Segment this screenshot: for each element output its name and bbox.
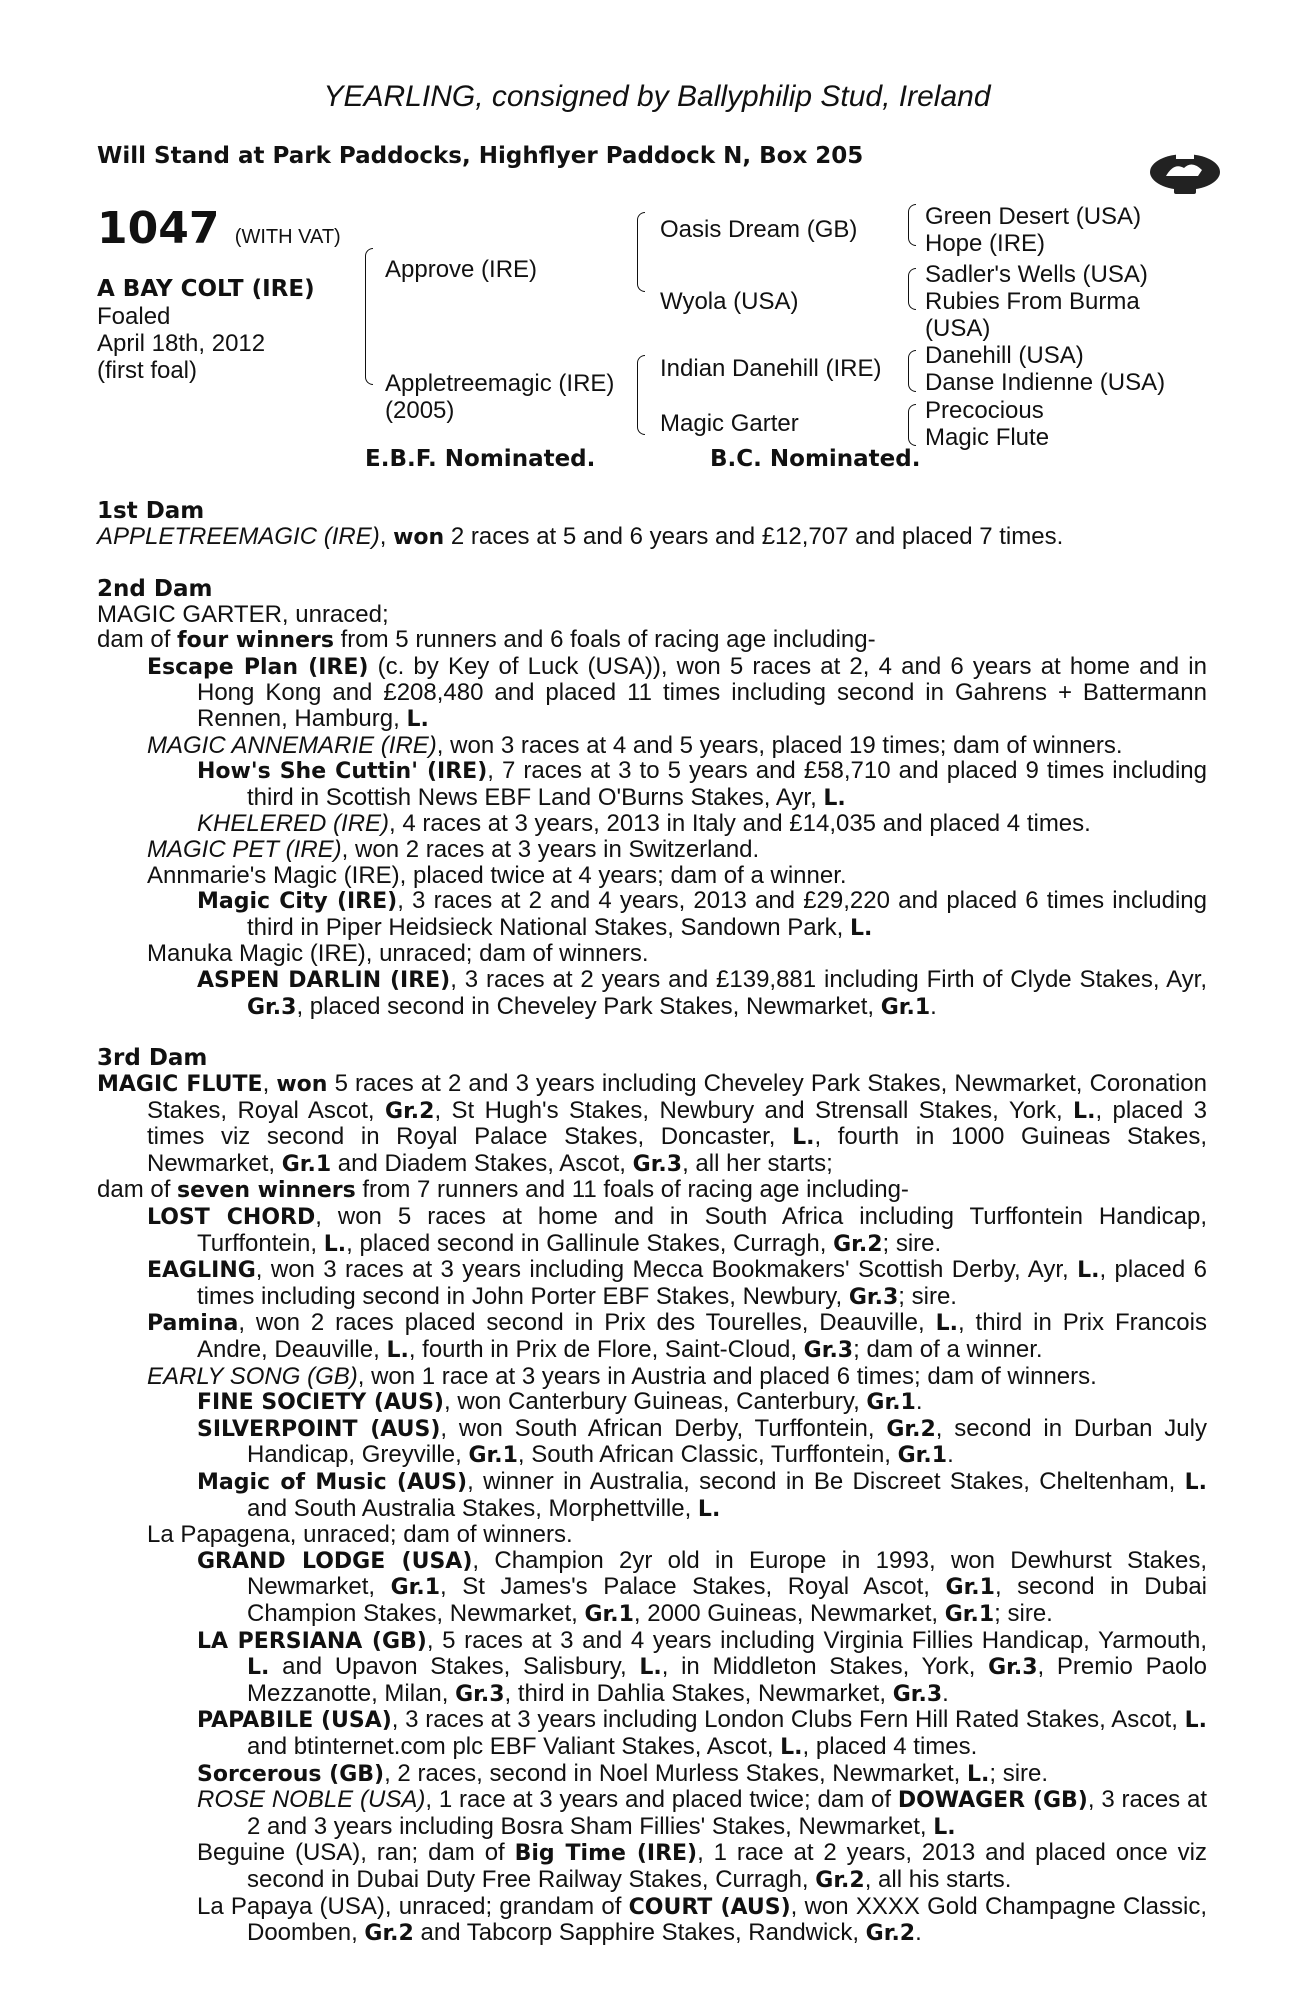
pedigree-brace-main	[365, 248, 373, 385]
dam-year: (2005)	[385, 397, 455, 424]
third-dam-line: MAGIC FLUTE, won 5 races at 2 and 3 years including Cheveley Park Stakes, Newmarket, Coronation Stakes, Royal Ascot, Gr.2, St Hugh's Stakes, Newbury and Strensall Stakes, York, L., placed 3 times viz second in Royal Palace Stakes, Doncaster, L., fourth in 1000 Guineas Stakes, Newmarket, Gr.1 and Diadem Stakes, Ascot, Gr.3, all her starts;	[97, 1070, 1208, 1177]
second-dam-entry: KHELERED (IRE), 4 races at 3 years, 2013 in Italy and £14,035 and placed 4 times.	[197, 810, 1091, 838]
sire: Approve (IRE)	[385, 256, 538, 283]
third-dam-entry: EAGLING, won 3 races at 3 years including Mecca Bookmakers' Scottish Derby, Ayr, L., placed 6 times including second in John Porter EBF Stakes, Newbury, Gr.3; sire.	[147, 1256, 1207, 1310]
second-dam-title: 2nd Dam	[97, 575, 213, 602]
dam-sire: Indian Danehill (IRE)	[660, 355, 882, 382]
third-dam-entry: La Papaya (USA), unraced; grandam of COURT (AUS), won XXXX Gold Champagne Classic, Doomben, Gr.2 and Tabcorp Sapphire Stakes, Randwick, Gr.2.	[197, 1892, 1208, 1947]
third-dam-entry: SILVERPOINT (AUS), won South African Derby, Turffontein, Gr.2, second in Durban July Handicap, Greyville, Gr.1, South African Classic, Turffontein, Gr.1.	[197, 1414, 1207, 1469]
second-dam-entry: Escape Plan (IRE) (c. by Key of Luck (USA)), won 5 races at 2, 4 and 6 years at home and in Hong Kong and £208,480 and placed 11 times including second in Gahrens + Battermann Rennen, Hamburg, L.	[147, 652, 1207, 732]
second-dam-entry: Magic City (IRE), 3 races at 2 and 4 years, 2013 and £29,220 and placed 6 times including third in Piper Heidsieck National Stakes, Sandown Park, L.	[197, 887, 1207, 941]
dam: Appletreemagic (IRE)	[385, 370, 615, 397]
third-dam-damof: dam of seven winners from 7 runners and 11 foals of racing age including-	[97, 1176, 909, 1204]
grandparent-8: Magic Flute	[925, 424, 1050, 451]
stand-location: Will Stand at Park Paddocks, Highflyer Paddock N, Box 205	[97, 143, 864, 169]
third-dam-title: 3rd Dam	[97, 1045, 208, 1072]
first-dam-line: APPLETREEMAGIC (IRE), won 2 races at 5 and 6 years and £12,707 and placed 7 times.	[97, 523, 1064, 550]
pedigree-brace-dam	[637, 355, 645, 435]
pedigree-brace-g3	[908, 350, 916, 392]
pedigree-brace-g2	[908, 268, 916, 310]
grandparent-7: Precocious	[925, 397, 1044, 424]
pedigree-brace-g1	[908, 204, 916, 246]
third-dam-entry: GRAND LODGE (USA), Champion 2yr old in Europe in 1993, won Dewhurst Stakes, Newmarket, Gr.1, St James's Palace Stakes, Royal Ascot, Gr.1, second in Dubai Champion Stakes, Newmarket, Gr.1, 2000 Guineas, Newmarket, Gr.1; sire.	[197, 1546, 1208, 1627]
third-dam-entry: La Papagena, unraced; dam of winners.	[147, 1521, 573, 1549]
second-dam-entry: Manuka Magic (IRE), unraced; dam of winners.	[147, 940, 649, 968]
second-dam-entry: How's She Cuttin' (IRE), 7 races at 3 to 5 years and £58,710 and placed 9 times including third in Scottish News EBF Land O'Burns Stakes, Ayr, L.	[197, 757, 1207, 811]
grandparent-3: Sadler's Wells (USA)	[925, 261, 1148, 288]
third-dam-entry: Magic of Music (AUS), winner in Australia, second in Be Discreet Stakes, Cheltenham, L. and South Australia Stakes, Morphettville, L.	[197, 1468, 1207, 1522]
foal-note: (first foal)	[97, 357, 198, 384]
lot-number: 1047	[97, 203, 220, 254]
yearling-bonus-badge-icon	[1148, 146, 1222, 198]
lot-vat: (WITH VAT)	[234, 226, 341, 248]
sire-sire: Oasis Dream (GB)	[660, 216, 858, 243]
third-dam-entry: Sorcerous (GB), 2 races, second in Noel Murless Stakes, Newmarket, L.; sire.	[197, 1759, 1049, 1787]
horse-name: A BAY COLT (IRE)	[97, 276, 315, 302]
pedigree-brace-g4	[908, 404, 916, 446]
lot-block	[97, 203, 347, 384]
third-dam-entry: FINE SOCIETY (AUS), won Canterbury Guineas, Canterbury, Gr.1.	[197, 1388, 923, 1416]
third-dam-entry: Pamina, won 2 races placed second in Prix des Tourelles, Deauville, L., third in Prix Francois Andre, Deauville, L., fourth in Prix de Flore, Saint-Cloud, Gr.3; dam of a winner.	[147, 1309, 1207, 1364]
pedigree-brace-sire	[637, 212, 645, 292]
first-dam-title: 1st Dam	[97, 498, 205, 524]
sire-dam: Wyola (USA)	[660, 288, 799, 315]
third-dam-entry: LA PERSIANA (GB), 5 races at 3 and 4 years including Virginia Fillies Handicap, Yarmouth, L. and Upavon Stakes, Salisbury, L., in Middleton Stakes, York, Gr.3, Premio Paolo Mezzanotte, Milan, Gr.3, third in Dahlia Stakes, Newmarket, Gr.3.	[197, 1626, 1207, 1707]
second-dam-entry: ASPEN DARLIN (IRE), 3 races at 2 years and £139,881 including Firth of Clyde Stakes, Ayr, Gr.3, placed second in Cheveley Park Stakes, Newmarket, Gr.1.	[197, 965, 1207, 1020]
second-dam-line2: dam of four winners from 5 runners and 6 foals of racing age including-	[97, 626, 876, 654]
foaled-date: April 18th, 2012	[97, 330, 266, 357]
grandparent-4: Rubies From Burma	[925, 288, 1140, 315]
third-dam-entry: EARLY SONG (GB), won 1 race at 3 years in Austria and placed 6 times; dam of winners.	[147, 1362, 1097, 1390]
foaled-label: Foaled	[97, 303, 171, 330]
second-dam-entry: Annmarie's Magic (IRE), placed twice at 4 years; dam of a winner.	[147, 861, 847, 889]
grandparent-6: Danse Indienne (USA)	[925, 369, 1166, 396]
dam-dam: Magic Garter	[660, 410, 799, 437]
grandparent-1: Green Desert (USA)	[925, 203, 1142, 230]
grandparent-2: Hope (IRE)	[925, 230, 1046, 257]
ebf-nominated: E.B.F. Nominated.	[365, 446, 596, 472]
third-dam-entry: LOST CHORD, won 5 races at home and in South Africa including Turffontein Handicap, Turffontein, L., placed second in Gallinule Stakes, Curragh, Gr.2; sire.	[147, 1203, 1207, 1257]
third-dam-entry: PAPABILE (USA), 3 races at 3 years including London Clubs Fern Hill Rated Stakes, Ascot, L. and btinternet.com plc EBF Valiant Stakes, Ascot, L., placed 4 times.	[197, 1706, 1207, 1760]
second-dam-entry: MAGIC ANNEMARIE (IRE), won 3 races at 4 and 5 years, placed 19 times; dam of winners.	[147, 731, 1123, 759]
second-dam-entry: MAGIC PET (IRE), won 2 races at 3 years in Switzerland.	[147, 835, 760, 863]
third-dam-entry: ROSE NOBLE (USA), 1 race at 3 years and placed twice; dam of DOWAGER (GB), 3 races at 2 and 3 years including Bosra Sham Fillies' Stakes, Newmarket, L.	[197, 1786, 1208, 1840]
bc-nominated: B.C. Nominated.	[710, 446, 921, 472]
third-dam-entry: Beguine (USA), ran; dam of Big Time (IRE), 1 race at 2 years, 2013 and placed once viz second in Dubai Duty Free Railway Stakes, Curragh, Gr.2, all his starts.	[197, 1839, 1207, 1893]
page-heading: YEARLING, consigned by Ballyphilip Stud, Ireland	[323, 80, 991, 113]
grandparent-4b: (USA)	[925, 315, 991, 342]
grandparent-5: Danehill (USA)	[925, 342, 1084, 369]
pedigree-body	[97, 498, 1207, 1947]
second-dam-line1: MAGIC GARTER, unraced;	[97, 600, 389, 628]
